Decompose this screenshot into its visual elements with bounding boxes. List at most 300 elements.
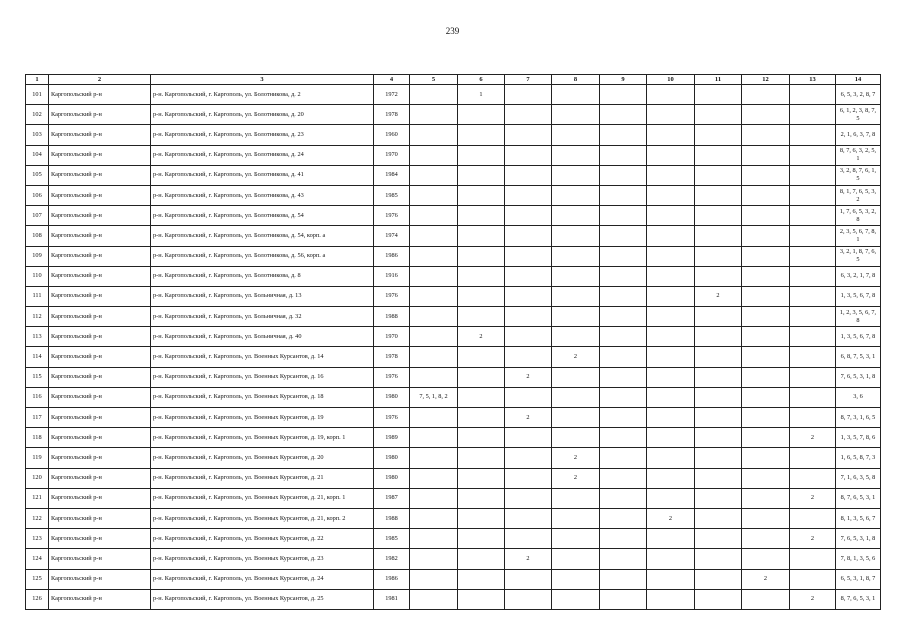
row-number: 124 bbox=[26, 549, 49, 569]
col10-cell bbox=[647, 347, 695, 367]
col6-cell bbox=[458, 367, 505, 387]
col7-cell bbox=[505, 246, 552, 266]
district-cell: Каргопольский р-н bbox=[49, 367, 151, 387]
address-cell: р-н. Каргопольский, г. Каргополь, ул. Больничная, д. 32 bbox=[151, 307, 374, 327]
col9-cell bbox=[600, 387, 647, 407]
table-header bbox=[26, 75, 881, 85]
table-row bbox=[26, 145, 881, 165]
year-cell: 1980 bbox=[374, 387, 410, 407]
row-number: 104 bbox=[26, 145, 49, 165]
address-cell: р-н. Каргопольский, г. Каргополь, ул. Болотникова, д. 24 bbox=[151, 145, 374, 165]
col13-cell bbox=[790, 286, 836, 306]
table-row bbox=[26, 468, 881, 488]
address-cell: р-н. Каргопольский, г. Каргополь, ул. Болотникова, д. 2 bbox=[151, 85, 374, 105]
col11-cell bbox=[695, 468, 742, 488]
district-cell: Каргопольский р-н bbox=[49, 226, 151, 246]
col7-cell: 2 bbox=[505, 549, 552, 569]
col6-cell bbox=[458, 246, 505, 266]
row-number: 109 bbox=[26, 246, 49, 266]
table-row bbox=[26, 529, 881, 549]
col12-cell bbox=[742, 286, 790, 306]
col5-cell bbox=[410, 286, 458, 306]
year-cell: 1984 bbox=[374, 165, 410, 185]
row-number: 112 bbox=[26, 307, 49, 327]
col12-cell bbox=[742, 549, 790, 569]
col5-cell bbox=[410, 226, 458, 246]
column-header-2: 2 bbox=[49, 75, 151, 85]
col9-cell bbox=[600, 105, 647, 125]
col8-cell bbox=[552, 185, 600, 205]
col8-cell bbox=[552, 428, 600, 448]
col6-cell bbox=[458, 226, 505, 246]
address-cell: р-н. Каргопольский, г. Каргополь, ул. Военных Курсантов, д. 14 bbox=[151, 347, 374, 367]
column-header-12: 12 bbox=[742, 75, 790, 85]
col12-cell bbox=[742, 529, 790, 549]
col11-cell bbox=[695, 125, 742, 145]
col6-cell bbox=[458, 125, 505, 145]
col9-cell bbox=[600, 327, 647, 347]
col12-cell bbox=[742, 408, 790, 428]
col11-cell bbox=[695, 508, 742, 528]
col10-cell bbox=[647, 185, 695, 205]
address-cell: р-н. Каргопольский, г. Каргополь, ул. Военных Курсантов, д. 16 bbox=[151, 367, 374, 387]
col6-cell bbox=[458, 347, 505, 367]
address-cell: р-н. Каргопольский, г. Каргополь, ул. Болотникова, д. 23 bbox=[151, 125, 374, 145]
col10-cell bbox=[647, 105, 695, 125]
table-row bbox=[26, 387, 881, 407]
year-cell: 1970 bbox=[374, 145, 410, 165]
col12-cell bbox=[742, 468, 790, 488]
col12-cell bbox=[742, 226, 790, 246]
col9-cell bbox=[600, 226, 647, 246]
col10-cell bbox=[647, 286, 695, 306]
column-header-5: 5 bbox=[410, 75, 458, 85]
table-row bbox=[26, 307, 881, 327]
row-number: 111 bbox=[26, 286, 49, 306]
col9-cell bbox=[600, 549, 647, 569]
year-cell: 1976 bbox=[374, 286, 410, 306]
col13-cell bbox=[790, 206, 836, 226]
col9-cell bbox=[600, 185, 647, 205]
housing-register-table bbox=[25, 74, 881, 610]
col5-cell bbox=[410, 105, 458, 125]
table-row bbox=[26, 448, 881, 468]
col7-cell bbox=[505, 85, 552, 105]
col14-cell: 3, 6 bbox=[836, 387, 881, 407]
col7-cell bbox=[505, 307, 552, 327]
column-header-10: 10 bbox=[647, 75, 695, 85]
row-number: 123 bbox=[26, 529, 49, 549]
row-number: 116 bbox=[26, 387, 49, 407]
row-number: 126 bbox=[26, 589, 49, 609]
col7-cell bbox=[505, 286, 552, 306]
year-cell: 1986 bbox=[374, 246, 410, 266]
col8-cell bbox=[552, 286, 600, 306]
table-row bbox=[26, 508, 881, 528]
col6-cell bbox=[458, 307, 505, 327]
district-cell: Каргопольский р-н bbox=[49, 347, 151, 367]
col14-cell: 1, 3, 5, 6, 7, 8 bbox=[836, 327, 881, 347]
column-header-3: 3 bbox=[151, 75, 374, 85]
address-cell: р-н. Каргопольский, г. Каргополь, ул. Болотникова, д. 43 bbox=[151, 185, 374, 205]
col10-cell: 2 bbox=[647, 508, 695, 528]
col5-cell bbox=[410, 327, 458, 347]
year-cell: 1980 bbox=[374, 468, 410, 488]
col14-cell: 8, 7, 6, 5, 3, 1 bbox=[836, 488, 881, 508]
row-number: 120 bbox=[26, 468, 49, 488]
column-header-9: 9 bbox=[600, 75, 647, 85]
address-cell: р-н. Каргопольский, г. Каргополь, ул. Болотникова, д. 54 bbox=[151, 206, 374, 226]
year-cell: 1916 bbox=[374, 266, 410, 286]
col9-cell bbox=[600, 85, 647, 105]
col5-cell bbox=[410, 307, 458, 327]
table-row bbox=[26, 327, 881, 347]
col10-cell bbox=[647, 589, 695, 609]
col12-cell bbox=[742, 508, 790, 528]
col6-cell: 1 bbox=[458, 85, 505, 105]
col10-cell bbox=[647, 387, 695, 407]
year-cell: 1960 bbox=[374, 125, 410, 145]
col8-cell bbox=[552, 85, 600, 105]
year-cell: 1980 bbox=[374, 448, 410, 468]
col11-cell bbox=[695, 206, 742, 226]
col11-cell bbox=[695, 327, 742, 347]
row-number: 117 bbox=[26, 408, 49, 428]
col12-cell bbox=[742, 266, 790, 286]
col9-cell bbox=[600, 347, 647, 367]
district-cell: Каргопольский р-н bbox=[49, 185, 151, 205]
col7-cell bbox=[505, 387, 552, 407]
row-number: 110 bbox=[26, 266, 49, 286]
col10-cell bbox=[647, 549, 695, 569]
col5-cell bbox=[410, 246, 458, 266]
col9-cell bbox=[600, 206, 647, 226]
col11-cell bbox=[695, 448, 742, 468]
col13-cell bbox=[790, 85, 836, 105]
col6-cell bbox=[458, 387, 505, 407]
table-row bbox=[26, 408, 881, 428]
district-cell: Каргопольский р-н bbox=[49, 307, 151, 327]
col6-cell bbox=[458, 529, 505, 549]
col10-cell bbox=[647, 448, 695, 468]
col12-cell bbox=[742, 165, 790, 185]
col12-cell bbox=[742, 347, 790, 367]
col13-cell bbox=[790, 105, 836, 125]
col14-cell: 8, 1, 7, 6, 5, 3, 2 bbox=[836, 185, 881, 205]
year-cell: 1978 bbox=[374, 347, 410, 367]
row-number: 108 bbox=[26, 226, 49, 246]
col7-cell bbox=[505, 508, 552, 528]
col8-cell bbox=[552, 165, 600, 185]
col9-cell bbox=[600, 408, 647, 428]
col5-cell bbox=[410, 266, 458, 286]
col8-cell: 2 bbox=[552, 448, 600, 468]
col5-cell bbox=[410, 549, 458, 569]
table-row bbox=[26, 85, 881, 105]
row-number: 107 bbox=[26, 206, 49, 226]
row-number: 125 bbox=[26, 569, 49, 589]
district-cell: Каргопольский р-н bbox=[49, 206, 151, 226]
col5-cell bbox=[410, 185, 458, 205]
address-cell: р-н. Каргопольский, г. Каргополь, ул. Военных Курсантов, д. 19, корп. 1 bbox=[151, 428, 374, 448]
col6-cell bbox=[458, 206, 505, 226]
table-row bbox=[26, 286, 881, 306]
col7-cell bbox=[505, 105, 552, 125]
col10-cell bbox=[647, 165, 695, 185]
col10-cell bbox=[647, 307, 695, 327]
col8-cell bbox=[552, 367, 600, 387]
col14-cell: 6, 3, 2, 1, 7, 8 bbox=[836, 266, 881, 286]
col14-cell: 2, 1, 6, 3, 7, 8 bbox=[836, 125, 881, 145]
col13-cell bbox=[790, 266, 836, 286]
col5-cell bbox=[410, 529, 458, 549]
table-row bbox=[26, 165, 881, 185]
col7-cell bbox=[505, 266, 552, 286]
year-cell: 1976 bbox=[374, 408, 410, 428]
year-cell: 1987 bbox=[374, 488, 410, 508]
col9-cell bbox=[600, 165, 647, 185]
column-header-13: 13 bbox=[790, 75, 836, 85]
col10-cell bbox=[647, 367, 695, 387]
table-row bbox=[26, 226, 881, 246]
col9-cell bbox=[600, 145, 647, 165]
col7-cell bbox=[505, 529, 552, 549]
col6-cell bbox=[458, 549, 505, 569]
col14-cell: 6, 5, 3, 1, 8, 7 bbox=[836, 569, 881, 589]
col8-cell bbox=[552, 488, 600, 508]
year-cell: 1986 bbox=[374, 569, 410, 589]
col7-cell bbox=[505, 488, 552, 508]
col5-cell bbox=[410, 569, 458, 589]
col13-cell bbox=[790, 408, 836, 428]
col13-cell bbox=[790, 125, 836, 145]
col5-cell bbox=[410, 488, 458, 508]
col13-cell: 2 bbox=[790, 428, 836, 448]
col6-cell bbox=[458, 408, 505, 428]
col10-cell bbox=[647, 85, 695, 105]
col9-cell bbox=[600, 569, 647, 589]
col6-cell bbox=[458, 286, 505, 306]
year-cell: 1985 bbox=[374, 529, 410, 549]
col8-cell bbox=[552, 408, 600, 428]
year-cell: 1981 bbox=[374, 589, 410, 609]
col7-cell bbox=[505, 428, 552, 448]
table-row bbox=[26, 125, 881, 145]
address-cell: р-н. Каргопольский, г. Каргополь, ул. Болотникова, д. 8 bbox=[151, 266, 374, 286]
col6-cell: 2 bbox=[458, 327, 505, 347]
address-cell: р-н. Каргопольский, г. Каргополь, ул. Военных Курсантов, д. 21 bbox=[151, 468, 374, 488]
col12-cell bbox=[742, 307, 790, 327]
col14-cell: 3, 2, 8, 7, 6, 1, 5 bbox=[836, 165, 881, 185]
col12-cell bbox=[742, 125, 790, 145]
district-cell: Каргопольский р-н bbox=[49, 508, 151, 528]
col9-cell bbox=[600, 508, 647, 528]
col11-cell bbox=[695, 549, 742, 569]
col13-cell bbox=[790, 508, 836, 528]
column-header-14: 14 bbox=[836, 75, 881, 85]
year-cell: 1970 bbox=[374, 327, 410, 347]
col12-cell bbox=[742, 367, 790, 387]
col8-cell bbox=[552, 145, 600, 165]
col13-cell: 2 bbox=[790, 589, 836, 609]
address-cell: р-н. Каргопольский, г. Каргополь, ул. Военных Курсантов, д. 25 bbox=[151, 589, 374, 609]
col13-cell bbox=[790, 569, 836, 589]
col6-cell bbox=[458, 165, 505, 185]
col7-cell bbox=[505, 165, 552, 185]
col8-cell bbox=[552, 387, 600, 407]
col7-cell bbox=[505, 327, 552, 347]
address-cell: р-н. Каргопольский, г. Каргополь, ул. Больничная, д. 13 bbox=[151, 286, 374, 306]
col8-cell bbox=[552, 246, 600, 266]
col11-cell bbox=[695, 488, 742, 508]
address-cell: р-н. Каргопольский, г. Каргополь, ул. Военных Курсантов, д. 20 bbox=[151, 448, 374, 468]
col9-cell bbox=[600, 307, 647, 327]
address-cell: р-н. Каргопольский, г. Каргополь, ул. Военных Курсантов, д. 21, корп. 1 bbox=[151, 488, 374, 508]
district-cell: Каргопольский р-н bbox=[49, 408, 151, 428]
col9-cell bbox=[600, 488, 647, 508]
column-header-4: 4 bbox=[374, 75, 410, 85]
district-cell: Каргопольский р-н bbox=[49, 589, 151, 609]
district-cell: Каргопольский р-н bbox=[49, 569, 151, 589]
col10-cell bbox=[647, 488, 695, 508]
col10-cell bbox=[647, 125, 695, 145]
row-number: 105 bbox=[26, 165, 49, 185]
col14-cell: 1, 2, 3, 5, 6, 7, 8 bbox=[836, 307, 881, 327]
table-row bbox=[26, 569, 881, 589]
col14-cell: 8, 1, 3, 5, 6, 7 bbox=[836, 508, 881, 528]
col11-cell: 2 bbox=[695, 286, 742, 306]
col8-cell bbox=[552, 508, 600, 528]
year-cell: 1972 bbox=[374, 85, 410, 105]
col12-cell bbox=[742, 488, 790, 508]
row-number: 118 bbox=[26, 428, 49, 448]
col6-cell bbox=[458, 266, 505, 286]
district-cell: Каргопольский р-н bbox=[49, 468, 151, 488]
col8-cell bbox=[552, 549, 600, 569]
col5-cell bbox=[410, 408, 458, 428]
col12-cell bbox=[742, 206, 790, 226]
district-cell: Каргопольский р-н bbox=[49, 549, 151, 569]
table-row bbox=[26, 428, 881, 448]
col14-cell: 8, 7, 6, 3, 2, 5, 1 bbox=[836, 145, 881, 165]
column-header-7: 7 bbox=[505, 75, 552, 85]
col13-cell bbox=[790, 549, 836, 569]
table-row bbox=[26, 367, 881, 387]
col9-cell bbox=[600, 428, 647, 448]
col12-cell bbox=[742, 246, 790, 266]
row-number: 113 bbox=[26, 327, 49, 347]
district-cell: Каргопольский р-н bbox=[49, 125, 151, 145]
table-body bbox=[26, 85, 881, 610]
column-header-8: 8 bbox=[552, 75, 600, 85]
address-cell: р-н. Каргопольский, г. Каргополь, ул. Военных Курсантов, д. 19 bbox=[151, 408, 374, 428]
col10-cell bbox=[647, 266, 695, 286]
col14-cell: 7, 6, 5, 3, 1, 8 bbox=[836, 529, 881, 549]
col6-cell bbox=[458, 185, 505, 205]
col13-cell bbox=[790, 185, 836, 205]
col9-cell bbox=[600, 468, 647, 488]
col14-cell: 6, 8, 7, 5, 3, 1 bbox=[836, 347, 881, 367]
col7-cell bbox=[505, 185, 552, 205]
row-number: 101 bbox=[26, 85, 49, 105]
district-cell: Каргопольский р-н bbox=[49, 387, 151, 407]
col6-cell bbox=[458, 145, 505, 165]
address-cell: р-н. Каргопольский, г. Каргополь, ул. Военных Курсантов, д. 18 bbox=[151, 387, 374, 407]
col11-cell bbox=[695, 246, 742, 266]
column-header-1: 1 bbox=[26, 75, 49, 85]
col9-cell bbox=[600, 125, 647, 145]
col5-cell: 7, 5, 1, 8, 2 bbox=[410, 387, 458, 407]
col5-cell bbox=[410, 206, 458, 226]
row-number: 103 bbox=[26, 125, 49, 145]
col14-cell: 1, 6, 5, 8, 7, 3 bbox=[836, 448, 881, 468]
col13-cell: 2 bbox=[790, 529, 836, 549]
year-cell: 1988 bbox=[374, 307, 410, 327]
row-number: 121 bbox=[26, 488, 49, 508]
col12-cell bbox=[742, 589, 790, 609]
col14-cell: 1, 3, 5, 7, 8, 6 bbox=[836, 428, 881, 448]
col8-cell bbox=[552, 307, 600, 327]
col6-cell bbox=[458, 105, 505, 125]
col9-cell bbox=[600, 266, 647, 286]
col9-cell bbox=[600, 286, 647, 306]
col6-cell bbox=[458, 428, 505, 448]
district-cell: Каргопольский р-н bbox=[49, 327, 151, 347]
district-cell: Каргопольский р-н bbox=[49, 286, 151, 306]
col13-cell bbox=[790, 448, 836, 468]
col13-cell bbox=[790, 367, 836, 387]
year-cell: 1982 bbox=[374, 549, 410, 569]
header-row bbox=[26, 75, 881, 85]
col12-cell bbox=[742, 387, 790, 407]
col12-cell bbox=[742, 327, 790, 347]
table-row bbox=[26, 488, 881, 508]
year-cell: 1978 bbox=[374, 105, 410, 125]
col8-cell: 2 bbox=[552, 468, 600, 488]
col5-cell bbox=[410, 145, 458, 165]
col8-cell bbox=[552, 226, 600, 246]
table-row bbox=[26, 589, 881, 609]
col5-cell bbox=[410, 589, 458, 609]
address-cell: р-н. Каргопольский, г. Каргополь, ул. Болотникова, д. 56, корп. а bbox=[151, 246, 374, 266]
col5-cell bbox=[410, 508, 458, 528]
col12-cell bbox=[742, 145, 790, 165]
col12-cell bbox=[742, 85, 790, 105]
col13-cell bbox=[790, 468, 836, 488]
col8-cell bbox=[552, 589, 600, 609]
row-number: 106 bbox=[26, 185, 49, 205]
row-number: 114 bbox=[26, 347, 49, 367]
district-cell: Каргопольский р-н bbox=[49, 266, 151, 286]
col12-cell bbox=[742, 428, 790, 448]
district-cell: Каргопольский р-н bbox=[49, 246, 151, 266]
col7-cell bbox=[505, 468, 552, 488]
col13-cell bbox=[790, 145, 836, 165]
address-cell: р-н. Каргопольский, г. Каргополь, ул. Болотникова, д. 54, корп. а bbox=[151, 226, 374, 246]
col6-cell bbox=[458, 569, 505, 589]
col7-cell: 2 bbox=[505, 408, 552, 428]
col9-cell bbox=[600, 529, 647, 549]
col9-cell bbox=[600, 246, 647, 266]
table-row bbox=[26, 347, 881, 367]
col13-cell bbox=[790, 246, 836, 266]
col7-cell bbox=[505, 589, 552, 609]
col13-cell: 2 bbox=[790, 488, 836, 508]
col5-cell bbox=[410, 347, 458, 367]
table-row bbox=[26, 206, 881, 226]
col14-cell: 1, 7, 6, 5, 3, 2, 8 bbox=[836, 206, 881, 226]
col10-cell bbox=[647, 226, 695, 246]
